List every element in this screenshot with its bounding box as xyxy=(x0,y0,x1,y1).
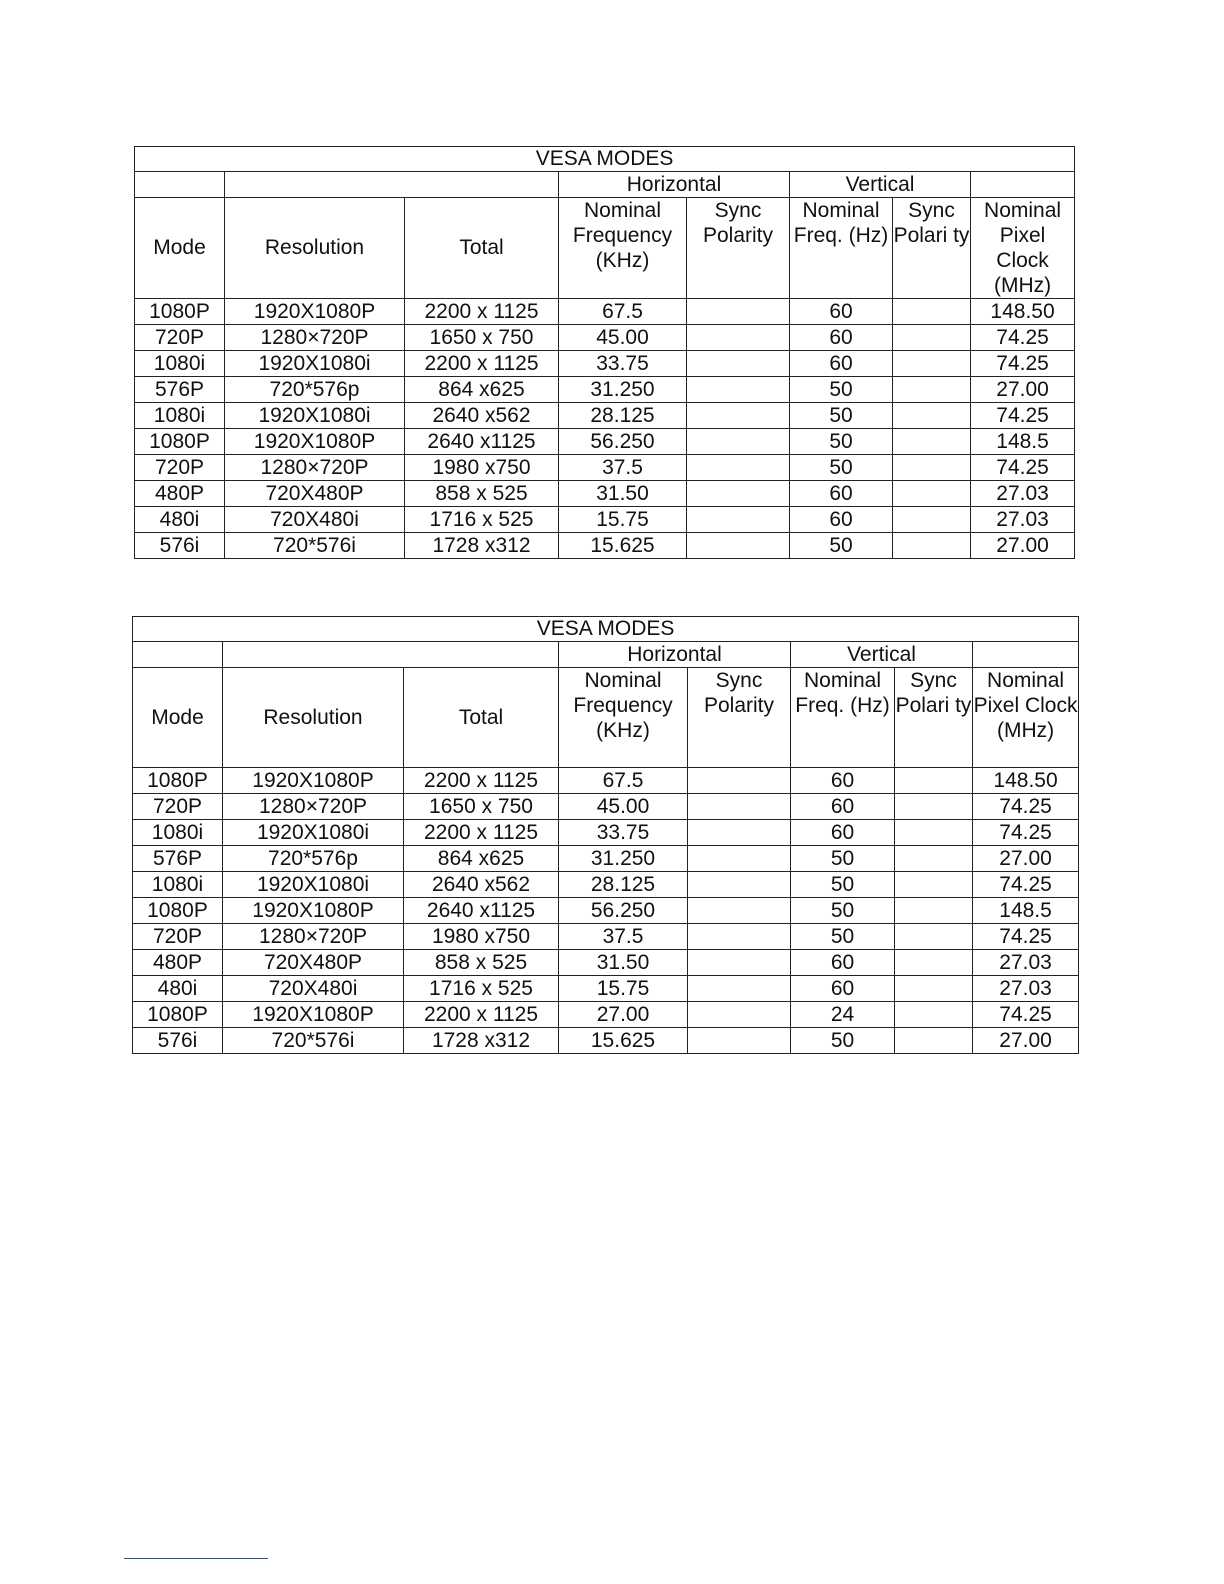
cell-mode: 1080P xyxy=(133,768,223,794)
cell-pixel-clock: 74.25 xyxy=(973,820,1079,846)
cell-vertical-frequency: 50 xyxy=(790,377,893,403)
cell-mode: 576P xyxy=(135,377,225,403)
cell-resolution: 1920X1080i xyxy=(223,872,404,898)
table-row xyxy=(135,455,1075,481)
table-title: VESA MODES xyxy=(133,617,1079,642)
table-row xyxy=(135,325,1075,351)
cell-mode: 720P xyxy=(133,924,223,950)
cell-horizontal-sync xyxy=(688,820,791,846)
cell-vertical-frequency: 60 xyxy=(790,481,893,507)
group-blank xyxy=(223,642,559,668)
cell-mode: 1080P xyxy=(133,1002,223,1028)
cell-horizontal-frequency: 33.75 xyxy=(559,820,688,846)
cell-vertical-frequency: 60 xyxy=(791,976,895,1002)
cell-horizontal-frequency: 67.5 xyxy=(559,299,687,325)
cell-vertical-sync xyxy=(895,898,973,924)
table-row xyxy=(133,794,1079,820)
header-horizontal-frequency: Nominal Frequency (KHz) xyxy=(559,198,687,299)
cell-vertical-sync xyxy=(893,455,971,481)
cell-horizontal-sync xyxy=(688,768,791,794)
cell-resolution: 1280×720P xyxy=(223,924,404,950)
header-vertical-sync: Sync Polari ty xyxy=(893,198,971,299)
group-blank xyxy=(133,642,223,668)
cell-pixel-clock: 148.5 xyxy=(971,429,1075,455)
cell-horizontal-frequency: 45.00 xyxy=(559,794,688,820)
cell-vertical-frequency: 60 xyxy=(790,325,893,351)
cell-horizontal-frequency: 37.5 xyxy=(559,455,687,481)
cell-mode: 480i xyxy=(135,507,225,533)
cell-total: 1716 x 525 xyxy=(404,976,559,1002)
cell-horizontal-sync xyxy=(687,403,790,429)
cell-pixel-clock: 74.25 xyxy=(973,924,1079,950)
cell-resolution: 1920X1080P xyxy=(223,1002,404,1028)
cell-vertical-frequency: 60 xyxy=(791,950,895,976)
cell-resolution: 720X480P xyxy=(225,481,405,507)
group-blank xyxy=(225,172,559,198)
cell-horizontal-frequency: 56.250 xyxy=(559,429,687,455)
cell-mode: 1080P xyxy=(135,299,225,325)
table-row xyxy=(133,1002,1079,1028)
cell-pixel-clock: 74.25 xyxy=(971,455,1075,481)
cell-resolution: 720X480i xyxy=(223,976,404,1002)
cell-vertical-frequency: 50 xyxy=(790,429,893,455)
table-row xyxy=(135,403,1075,429)
cell-vertical-sync xyxy=(893,403,971,429)
group-blank xyxy=(135,172,225,198)
cell-vertical-frequency: 50 xyxy=(791,1028,895,1054)
cell-resolution: 1920X1080P xyxy=(225,299,405,325)
cell-total: 858 x 525 xyxy=(405,481,559,507)
cell-horizontal-frequency: 28.125 xyxy=(559,403,687,429)
cell-horizontal-sync xyxy=(687,325,790,351)
header-vertical-frequency: Nominal Freq. (Hz) xyxy=(791,668,895,768)
cell-resolution: 1280×720P xyxy=(225,455,405,481)
cell-total: 2640 x562 xyxy=(405,403,559,429)
cell-total: 2640 x1125 xyxy=(404,898,559,924)
cell-mode: 480P xyxy=(135,481,225,507)
cell-vertical-sync xyxy=(893,481,971,507)
cell-pixel-clock: 148.5 xyxy=(973,898,1079,924)
cell-horizontal-sync xyxy=(688,1028,791,1054)
cell-resolution: 1280×720P xyxy=(223,794,404,820)
header-total: Total xyxy=(405,198,559,299)
cell-vertical-frequency: 24 xyxy=(791,1002,895,1028)
cell-resolution: 720X480i xyxy=(225,507,405,533)
header-total: Total xyxy=(404,668,559,768)
cell-pixel-clock: 74.25 xyxy=(971,325,1075,351)
header-mode: Mode xyxy=(135,198,225,299)
cell-horizontal-sync xyxy=(687,429,790,455)
cell-horizontal-frequency: 31.250 xyxy=(559,377,687,403)
cell-horizontal-sync xyxy=(688,846,791,872)
header-horizontal-sync: Sync Polarity xyxy=(688,668,791,768)
cell-mode: 480i xyxy=(133,976,223,1002)
header-mode: Mode xyxy=(133,668,223,768)
cell-pixel-clock: 74.25 xyxy=(971,351,1075,377)
cell-total: 2200 x 1125 xyxy=(404,1002,559,1028)
cell-horizontal-sync xyxy=(688,898,791,924)
table-row xyxy=(135,429,1075,455)
cell-pixel-clock: 74.25 xyxy=(971,403,1075,429)
cell-total: 2200 x 1125 xyxy=(404,768,559,794)
cell-horizontal-frequency: 37.5 xyxy=(559,924,688,950)
cell-horizontal-sync xyxy=(688,872,791,898)
cell-total: 2640 x562 xyxy=(404,872,559,898)
cell-horizontal-frequency: 15.75 xyxy=(559,507,687,533)
cell-horizontal-frequency: 31.250 xyxy=(559,846,688,872)
header-vertical-sync: Sync Polari ty xyxy=(895,668,973,768)
cell-pixel-clock: 74.25 xyxy=(973,794,1079,820)
cell-horizontal-sync xyxy=(687,481,790,507)
cell-resolution: 1920X1080i xyxy=(225,351,405,377)
cell-horizontal-frequency: 31.50 xyxy=(559,950,688,976)
cell-vertical-sync xyxy=(893,507,971,533)
cell-resolution: 1920X1080P xyxy=(223,898,404,924)
cell-horizontal-sync xyxy=(688,794,791,820)
vesa-modes-table-1 xyxy=(134,146,1075,559)
cell-vertical-sync xyxy=(895,1028,973,1054)
cell-vertical-sync xyxy=(893,533,971,559)
cell-resolution: 1920X1080i xyxy=(223,820,404,846)
cell-mode: 720P xyxy=(133,794,223,820)
cell-vertical-frequency: 60 xyxy=(790,351,893,377)
header-resolution: Resolution xyxy=(225,198,405,299)
cell-total: 1728 x312 xyxy=(404,1028,559,1054)
cell-vertical-frequency: 50 xyxy=(791,898,895,924)
cell-horizontal-frequency: 56.250 xyxy=(559,898,688,924)
cell-vertical-sync xyxy=(895,794,973,820)
cell-pixel-clock: 27.00 xyxy=(971,533,1075,559)
vesa-modes-table-2 xyxy=(132,616,1079,1054)
table-row xyxy=(135,351,1075,377)
cell-vertical-sync xyxy=(895,846,973,872)
cell-horizontal-frequency: 67.5 xyxy=(559,768,688,794)
cell-horizontal-sync xyxy=(687,507,790,533)
cell-horizontal-sync xyxy=(687,351,790,377)
cell-total: 1650 x 750 xyxy=(404,794,559,820)
header-horizontal-frequency: Nominal Frequency (KHz) xyxy=(559,668,688,768)
cell-total: 1980 x750 xyxy=(405,455,559,481)
cell-pixel-clock: 27.00 xyxy=(973,846,1079,872)
cell-resolution: 1920X1080P xyxy=(223,768,404,794)
cell-total: 2200 x 1125 xyxy=(405,351,559,377)
cell-mode: 576i xyxy=(135,533,225,559)
cell-resolution: 720*576i xyxy=(223,1028,404,1054)
cell-horizontal-sync xyxy=(687,455,790,481)
cell-horizontal-sync xyxy=(687,299,790,325)
header-vertical-frequency: Nominal Freq. (Hz) xyxy=(790,198,893,299)
cell-vertical-frequency: 60 xyxy=(791,820,895,846)
table-row xyxy=(133,872,1079,898)
cell-pixel-clock: 27.03 xyxy=(971,507,1075,533)
cell-horizontal-sync xyxy=(688,1002,791,1028)
cell-vertical-frequency: 60 xyxy=(791,768,895,794)
cell-pixel-clock: 27.03 xyxy=(973,950,1079,976)
table-row xyxy=(133,1028,1079,1054)
table-row xyxy=(133,976,1079,1002)
cell-horizontal-sync xyxy=(688,976,791,1002)
cell-vertical-sync xyxy=(895,976,973,1002)
cell-vertical-frequency: 50 xyxy=(790,403,893,429)
cell-vertical-sync xyxy=(895,820,973,846)
cell-mode: 1080i xyxy=(133,820,223,846)
cell-horizontal-frequency: 15.75 xyxy=(559,976,688,1002)
cell-total: 2200 x 1125 xyxy=(404,820,559,846)
cell-mode: 576i xyxy=(133,1028,223,1054)
cell-horizontal-sync xyxy=(687,377,790,403)
cell-mode: 1080i xyxy=(133,872,223,898)
cell-total: 2640 x1125 xyxy=(405,429,559,455)
group-horizontal: Horizontal xyxy=(559,172,790,198)
cell-vertical-frequency: 50 xyxy=(791,846,895,872)
cell-vertical-sync xyxy=(895,924,973,950)
footnote-rule xyxy=(124,1558,268,1559)
cell-resolution: 720*576p xyxy=(225,377,405,403)
cell-horizontal-frequency: 27.00 xyxy=(559,1002,688,1028)
cell-vertical-frequency: 50 xyxy=(791,924,895,950)
cell-vertical-sync xyxy=(893,351,971,377)
table-row xyxy=(135,507,1075,533)
cell-vertical-sync xyxy=(895,950,973,976)
cell-pixel-clock: 27.00 xyxy=(973,1028,1079,1054)
cell-horizontal-frequency: 45.00 xyxy=(559,325,687,351)
group-vertical: Vertical xyxy=(790,172,971,198)
cell-total: 864 x625 xyxy=(404,846,559,872)
cell-mode: 1080i xyxy=(135,403,225,429)
table-row xyxy=(135,377,1075,403)
table-row xyxy=(133,820,1079,846)
cell-mode: 1080P xyxy=(135,429,225,455)
cell-vertical-frequency: 60 xyxy=(790,507,893,533)
table-row xyxy=(133,898,1079,924)
cell-horizontal-sync xyxy=(688,950,791,976)
cell-vertical-sync xyxy=(893,325,971,351)
cell-horizontal-frequency: 31.50 xyxy=(559,481,687,507)
cell-resolution: 1920X1080i xyxy=(225,403,405,429)
cell-horizontal-sync xyxy=(687,533,790,559)
cell-resolution: 720X480P xyxy=(223,950,404,976)
cell-vertical-sync xyxy=(893,429,971,455)
cell-pixel-clock: 27.03 xyxy=(973,976,1079,1002)
cell-horizontal-frequency: 15.625 xyxy=(559,533,687,559)
cell-vertical-sync xyxy=(893,299,971,325)
cell-vertical-frequency: 50 xyxy=(791,872,895,898)
cell-horizontal-frequency: 15.625 xyxy=(559,1028,688,1054)
cell-vertical-frequency: 60 xyxy=(791,794,895,820)
cell-mode: 1080i xyxy=(135,351,225,377)
header-resolution: Resolution xyxy=(223,668,404,768)
cell-horizontal-frequency: 33.75 xyxy=(559,351,687,377)
table-row xyxy=(135,299,1075,325)
cell-pixel-clock: 27.00 xyxy=(971,377,1075,403)
header-pixel-clock: Nominal Pixel Clock (MHz) xyxy=(973,668,1079,768)
cell-total: 1650 x 750 xyxy=(405,325,559,351)
table-title: VESA MODES xyxy=(135,147,1075,172)
cell-pixel-clock: 74.25 xyxy=(973,872,1079,898)
cell-total: 1728 x312 xyxy=(405,533,559,559)
cell-total: 2200 x 1125 xyxy=(405,299,559,325)
cell-pixel-clock: 74.25 xyxy=(973,1002,1079,1028)
cell-horizontal-frequency: 28.125 xyxy=(559,872,688,898)
cell-total: 1716 x 525 xyxy=(405,507,559,533)
table-row xyxy=(133,768,1079,794)
cell-mode: 576P xyxy=(133,846,223,872)
cell-horizontal-sync xyxy=(688,924,791,950)
cell-total: 864 x625 xyxy=(405,377,559,403)
cell-resolution: 1280×720P xyxy=(225,325,405,351)
cell-mode: 1080P xyxy=(133,898,223,924)
header-pixel-clock: Nominal Pixel Clock (MHz) xyxy=(971,198,1075,299)
group-blank xyxy=(973,642,1079,668)
cell-vertical-sync xyxy=(895,1002,973,1028)
cell-vertical-frequency: 50 xyxy=(790,455,893,481)
cell-pixel-clock: 148.50 xyxy=(973,768,1079,794)
group-horizontal: Horizontal xyxy=(559,642,791,668)
cell-total: 858 x 525 xyxy=(404,950,559,976)
cell-vertical-frequency: 60 xyxy=(790,299,893,325)
header-horizontal-sync: Sync Polarity xyxy=(687,198,790,299)
table-row xyxy=(135,481,1075,507)
table-row xyxy=(133,950,1079,976)
cell-mode: 720P xyxy=(135,325,225,351)
cell-pixel-clock: 148.50 xyxy=(971,299,1075,325)
group-vertical: Vertical xyxy=(791,642,973,668)
group-blank xyxy=(971,172,1075,198)
cell-resolution: 1920X1080P xyxy=(225,429,405,455)
table-row xyxy=(135,533,1075,559)
cell-vertical-sync xyxy=(893,377,971,403)
table-row xyxy=(133,846,1079,872)
cell-pixel-clock: 27.03 xyxy=(971,481,1075,507)
cell-vertical-sync xyxy=(895,768,973,794)
table-row xyxy=(133,924,1079,950)
cell-resolution: 720*576p xyxy=(223,846,404,872)
cell-total: 1980 x750 xyxy=(404,924,559,950)
cell-vertical-sync xyxy=(895,872,973,898)
cell-mode: 720P xyxy=(135,455,225,481)
cell-vertical-frequency: 50 xyxy=(790,533,893,559)
cell-mode: 480P xyxy=(133,950,223,976)
cell-resolution: 720*576i xyxy=(225,533,405,559)
